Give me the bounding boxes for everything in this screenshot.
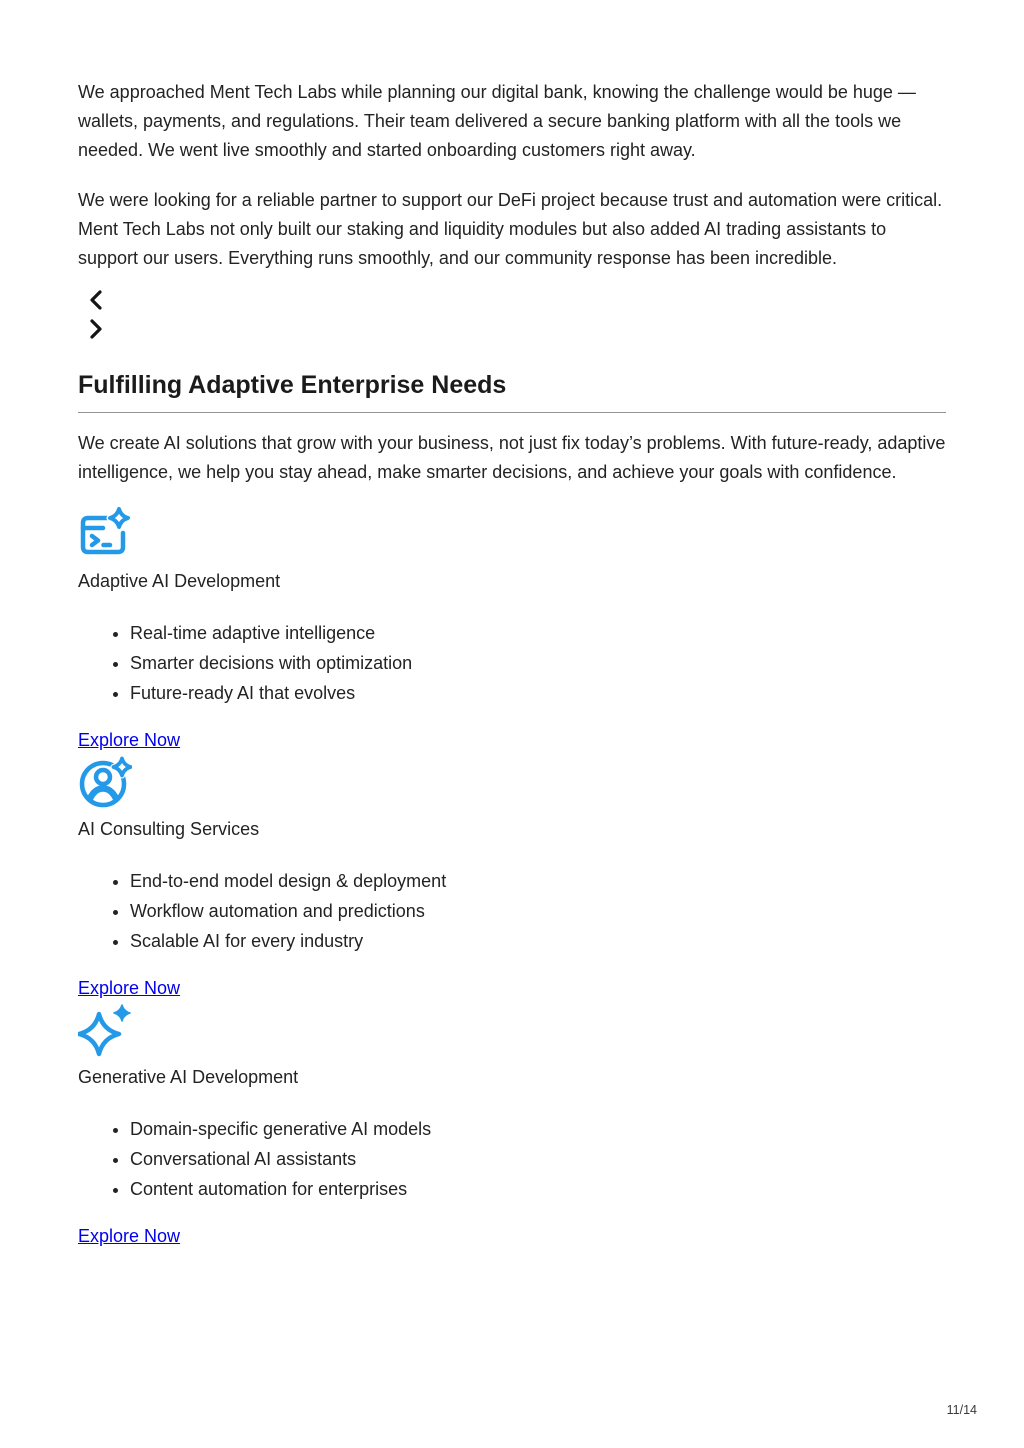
- carousel-prev-button[interactable]: [88, 290, 104, 310]
- user-sparkle-icon: [78, 755, 132, 809]
- terminal-sparkle-icon: [78, 507, 132, 561]
- chevron-left-icon: [88, 298, 104, 313]
- service-bullet-list: [78, 866, 946, 956]
- service-card-adaptive-ai: [78, 507, 946, 755]
- testimonial-2: We were looking for a reliable partner to support our DeFi project because trust and automation were critical. Ment Tech Labs not only built our staking and liquidity modules but also added AI trading assistants to support our users. Everything runs smoothly, and our community response has been incredible.: [78, 190, 943, 268]
- service-bullet: • Future-ready AI that evolves: [130, 678, 946, 708]
- section-intro: We create AI solutions that grow with your business, not just fix today’s problems. With future-ready, adaptive intelligence, we help you stay ahead, make smarter decisions, and achieve your goals with confidence.: [78, 433, 946, 482]
- service-bullet-list: [78, 1114, 946, 1204]
- section-divider: [78, 412, 946, 413]
- explore-now-link[interactable]: Explore Now: [78, 1226, 181, 1246]
- service-bullet: • End-to-end model design & deployment: [130, 866, 946, 896]
- explore-now-link[interactable]: Explore Now: [78, 978, 181, 998]
- service-bullet: • Conversational AI assistants: [130, 1144, 946, 1174]
- sparkle-icon: [78, 1003, 132, 1057]
- chevron-right-icon: [88, 327, 104, 342]
- service-bullet-list: [78, 618, 946, 708]
- service-title: Adaptive AI Development: [78, 571, 281, 591]
- page-number-indicator: 11/14: [946, 1403, 977, 1417]
- explore-now-link[interactable]: Explore Now: [78, 730, 181, 750]
- service-bullet: • Content automation for enterprises: [130, 1174, 946, 1204]
- service-bullet: • Scalable AI for every industry: [130, 926, 946, 956]
- service-card-ai-consulting: [78, 755, 946, 1003]
- service-card-generative-ai: [78, 1003, 946, 1251]
- section-heading: Fulfilling Adaptive Enterprise Needs: [78, 371, 507, 399]
- testimonial-carousel-nav: [88, 290, 946, 339]
- service-title: Generative AI Development: [78, 1067, 299, 1087]
- service-title: AI Consulting Services: [78, 819, 260, 839]
- service-bullet: • Domain-specific generative AI models: [130, 1114, 946, 1144]
- service-bullet: • Workflow automation and predictions: [130, 896, 946, 926]
- carousel-next-button[interactable]: [88, 319, 104, 339]
- service-bullet: • Smarter decisions with optimization: [130, 648, 946, 678]
- service-bullet: • Real-time adaptive intelligence: [130, 618, 946, 648]
- testimonial-1: We approached Ment Tech Labs while planning our digital bank, knowing the challenge would be huge — wallets, payments, and regulations. Their team delivered a secure banking platform with all the tools we needed. We went live smoothly and started onboarding customers right away.: [78, 82, 916, 160]
